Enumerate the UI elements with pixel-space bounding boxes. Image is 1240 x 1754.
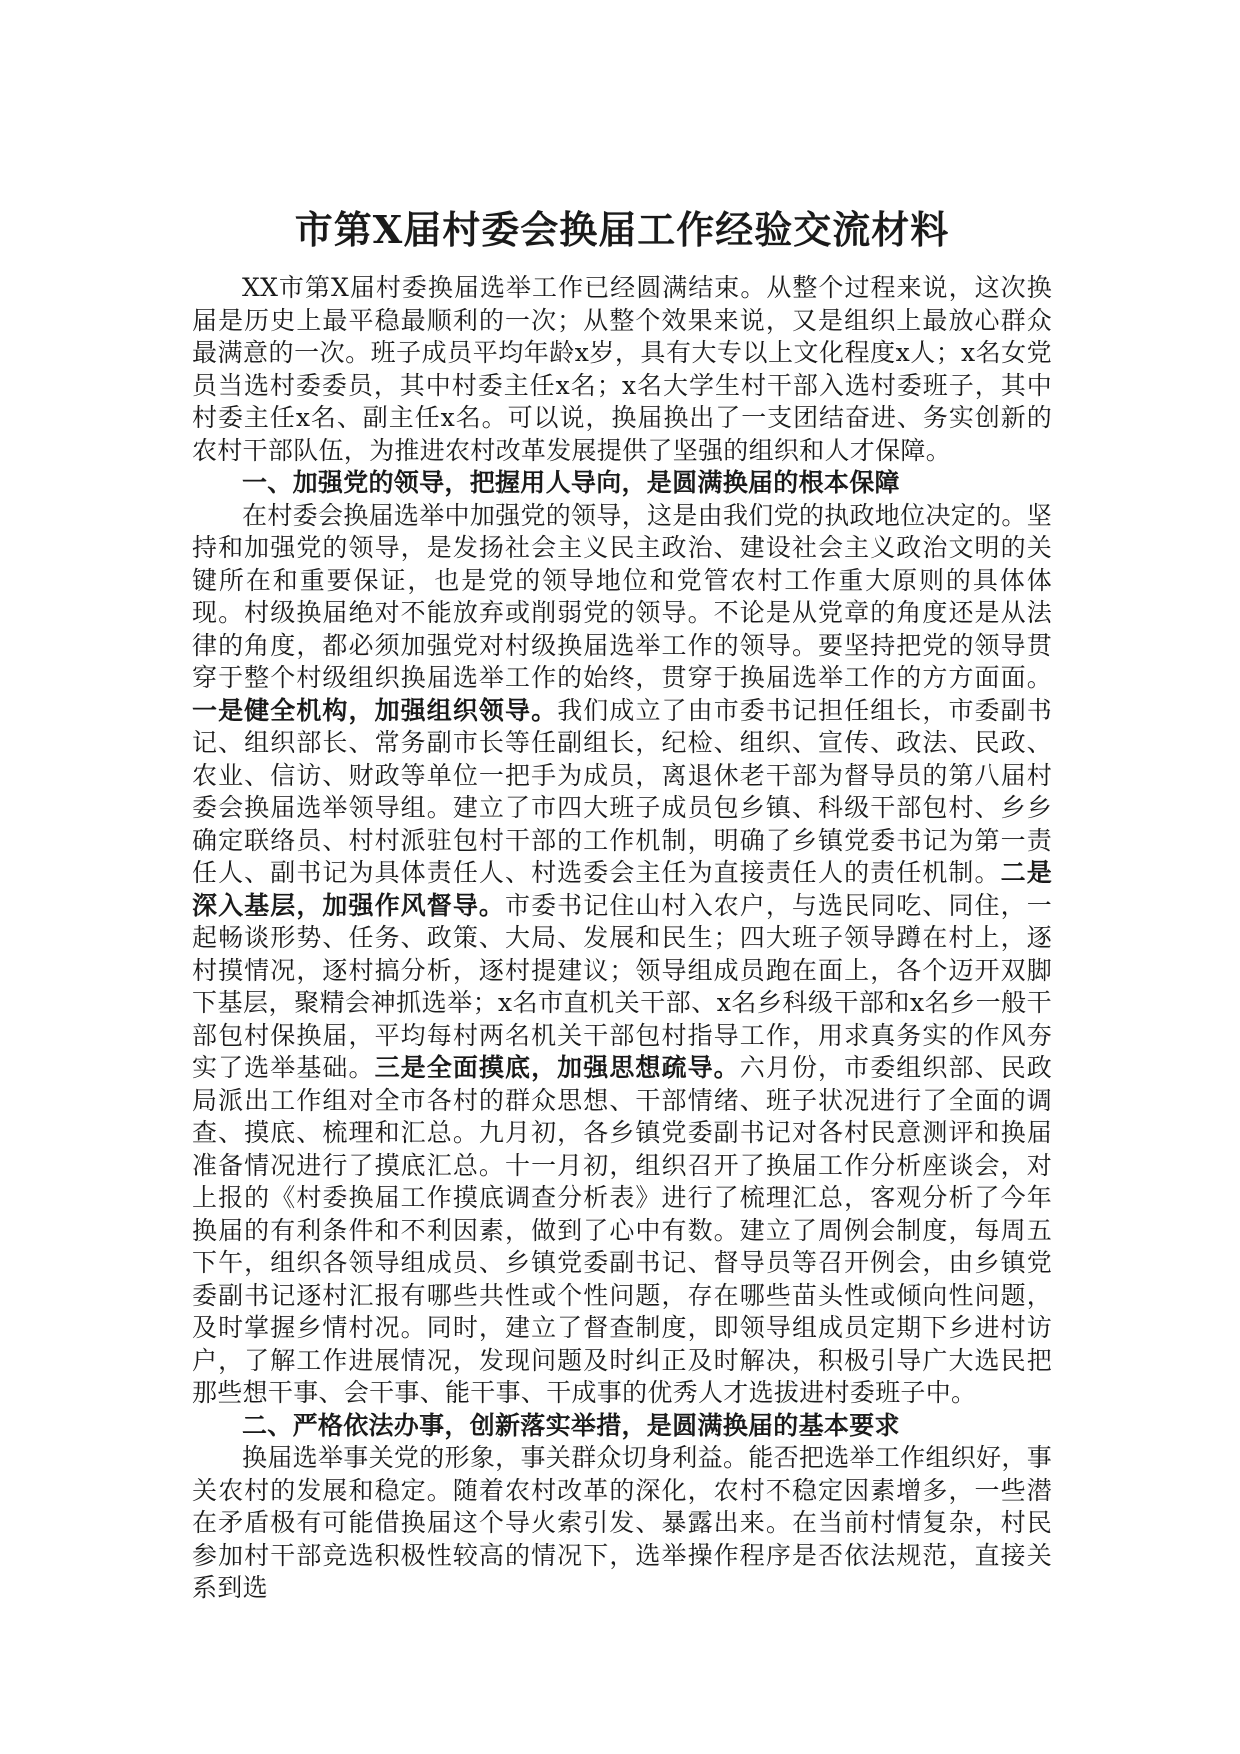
section-1-paragraph [192, 500, 1052, 1410]
document-page [192, 200, 1052, 1605]
section-1-heading: 一、加强党的领导，把握用人导向，是圆满换届的根本保障 [242, 468, 900, 497]
section-1-text-d: 六月份，市委组织部、民政局派出工作组对全市各村的群众思想、干部情绪、班子状况进行了全面的调查、摸底、梳理和汇总。九月初，各乡镇党委副书记对各村民意测评和换届准备情况进行了摸底汇总。十一月初，组织召开了换届工作分析座谈会，对上报的《村委换届工作摸底调查分析表》进行了梳理汇总，客观分析了今年换届的有利条件和不利因素，做到了心中有数。建立了周例会制度，每周五下午，组织各领导组成员、乡镇党委副书记、督导员等召开例会，由乡镇党委副书记逐村汇报有哪些共性或个性问题，存在哪些苗头性或倾向性问题，及时掌握乡情村况。同时，建立了督查制度，即领导组成员定期下乡进村访户，了解工作进展情况，发现问题及时纠正及时解决，积极引导广大选民把那些想干事、会干事、能干事、干成事的优秀人才选拔进村委班子中。 [192, 1053, 1053, 1407]
document-title: 市第X届村委会换届工作经验交流材料 [294, 207, 950, 252]
section-2-paragraph: 换届选举事关党的形象，事关群众切身利益。能否把选举工作组织好，事关农村的发展和稳定。随着农村改革的深化，农村不稳定因素增多，一些潜在矛盾极有可能借换届这个导火索引发、暴露出来。在当前村情复杂，村民参加村干部竞选积极性较高的情况下，选举操作程序是否依法规范，直接关系到选 [192, 1443, 1052, 1602]
section-1-text-a: 在村委会换届选举中加强党的领导，这是由我们党的执政地位决定的。坚持和加强党的领导，是发扬社会主义民主政治、建设社会主义政治文明的关键所在和重要保证，也是党的领导地位和党管农村工作重大原则的具体体现。村级换届绝对不能放弃或削弱党的领导。不论是从党章的角度还是从法律的角度，都必须加强党对村级换届选举工作的领导。要坚持把党的领导贯穿于整个村级组织换届选举工作的始终，贯穿于换届选举工作的方方面面。 [192, 500, 1052, 692]
section-2-heading: 二、严格依法办事，创新落实举措，是圆满换届的基本要求 [242, 1410, 900, 1440]
intro-paragraph: XX市第X届村委换届选举工作已经圆满结束。从整个过程来说，这次换届是历史上最平稳最顺利的一次；从整个效果来说，又是组织上最放心群众最满意的一次。班子成员平均年龄x岁，具有大专以上文化程度x人；x名女党员当选村委委员，其中村委主任x名；x名大学生村干部入选村委班子，其中村委主任x名、副主任x名。可以说，换届换出了一支团结奋进、务实创新的农村干部队伍，为推进农村改革发展提供了坚强的组织和人才保障。 [192, 273, 1052, 465]
section-1-point-2: 二是深入基层，加强作风督导。 [192, 858, 1052, 920]
section-1-point-1: 一是健全机构，加强组织领导。 [192, 695, 558, 725]
section-1-point-3: 三是全面摸底，加强思想疏导。 [374, 1053, 740, 1082]
section-1-text-c: 市委书记住山村入农户，与选民同吃、同住，一起畅谈形势、任务、政策、大局、发展和民生；四大班子领导蹲在村上，逐村摸情况，逐村搞分析，逐村提建议；领导组成员跑在面上，各个迈开双脚下基层，聚精会神抓选举；x名市直机关干部、x名乡科级干部和x名乡一般干部包村保换届，平均每村两名机关干部包村指导工作，用求真务实的作风夯实了选举基础。 [192, 890, 1052, 1082]
section-1-text-b: 我们成立了由市委书记担任组长，市委副书记、组织部长、常务副市长等任副组长，纪检、组织、宣传、政法、民政、农业、信访、财政等单位一把手为成员，离退休老干部为督导员的第八届村委会换届选举领导组。建立了市四大班子成员包乡镇、科级干部包村、乡乡确定联络员、村村派驻包村干部的工作机制，明确了乡镇党委书记为第一责任人、副书记为具体责任人、村选委会主任为直接责任人的责任机制。 [192, 695, 1053, 887]
